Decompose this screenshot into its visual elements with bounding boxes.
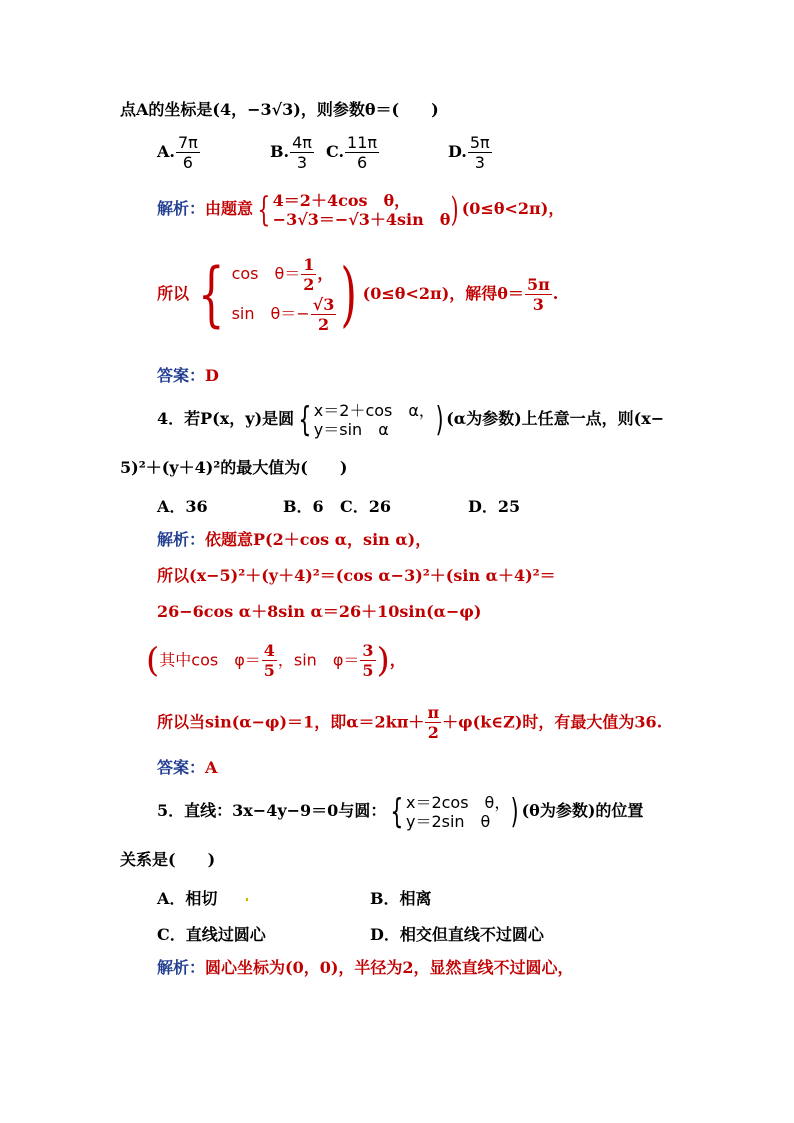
row-text: cos θ＝ (231, 264, 301, 283)
numerator: 4 (263, 641, 275, 660)
q4-jiexi-3: 26−6cos α＋8sin α＝26＋10sin(α−φ) (157, 602, 482, 621)
denominator: 3 (296, 153, 308, 172)
fraction (425, 703, 441, 742)
q3-stem: 点A的坐标是(4，−3√3)，则参数θ＝( ) (120, 100, 439, 119)
answer-label: 答案： (157, 758, 206, 777)
numerator: 4π (292, 133, 312, 152)
denominator: 6 (356, 153, 368, 172)
fraction (290, 133, 314, 172)
q5-choice-c: C．直线过圆心 (157, 925, 266, 944)
left-brace: { (390, 791, 404, 832)
qi-text: ， (389, 650, 406, 670)
system-row (232, 294, 338, 334)
q4-choice-d: D．25 (468, 497, 521, 516)
jiexi-label: 解析： (157, 958, 206, 977)
numerator: 11π (347, 133, 378, 152)
right-paren: ) (451, 189, 460, 230)
equation-system (294, 401, 446, 439)
choice-label: B. (270, 142, 290, 161)
row-text: ， (317, 264, 334, 283)
q3-choice-c (326, 133, 380, 172)
right-paren: ) (435, 399, 444, 440)
stem-text: (α为参数)上任意一点，则(x− (446, 409, 665, 428)
q4-jiexi-1 (157, 530, 431, 550)
fraction (345, 133, 379, 172)
q4-choice-c: C．26 (340, 497, 392, 516)
answer-value: D (205, 366, 219, 385)
denominator: 2 (317, 315, 330, 334)
q5-jiexi-1 (157, 958, 574, 978)
denominator: 3 (532, 294, 544, 314)
jiexi-text: (0≤θ<2π)， (461, 199, 565, 218)
fraction (525, 275, 552, 314)
fraction (176, 133, 200, 172)
qi-text: ，sin φ＝ (277, 650, 360, 670)
q3-choice-b (270, 133, 315, 172)
q5-choice-a: A．相切 (157, 889, 218, 908)
jiexi-text: 由题意 (205, 199, 254, 218)
q4-last (157, 702, 662, 743)
left-brace: { (298, 399, 312, 440)
fraction (262, 641, 277, 680)
stray-dot (246, 898, 248, 901)
fraction (360, 641, 375, 680)
denominator: 2 (303, 275, 315, 294)
jiexi-label: 解析： (157, 199, 206, 218)
numerator: 1 (303, 255, 315, 274)
q4-stem-2: 5)²＋(y＋4)²的最大值为( ) (120, 458, 348, 477)
choice-label: A. (157, 142, 175, 161)
stem-text: 5．直线：3x−4y−9＝0与圆： (157, 801, 387, 820)
system-row: −3√3＝−√3＋4sin θ (272, 209, 451, 229)
jiexi-label: 解析： (157, 530, 206, 549)
right-paren: ) (376, 640, 390, 681)
q3-choice-a (157, 133, 201, 172)
numerator: 5π (526, 274, 550, 294)
right-paren: ) (510, 791, 519, 832)
numerator: √3 (312, 295, 335, 314)
denominator: 5 (263, 661, 275, 680)
equation-system (386, 793, 521, 831)
left-brace: { (257, 189, 271, 230)
denominator: 6 (182, 153, 193, 172)
system-row: y＝sin α (313, 419, 389, 439)
choice-label: C. (326, 142, 345, 161)
row-text: sin θ＝− (231, 304, 310, 323)
q5-stem (157, 792, 643, 831)
left-brace: { (197, 253, 225, 335)
system-rows (232, 254, 338, 334)
system-rows (314, 401, 435, 439)
numerator: 5π (469, 133, 490, 152)
equation-system (253, 191, 462, 229)
system-row: y＝2sin θ (405, 811, 491, 831)
equation-system (189, 254, 363, 334)
q3-suoyi (157, 254, 558, 334)
qi-text: 其中cos φ＝ (159, 650, 261, 670)
q5-stem-2: 关系是( ) (120, 850, 216, 869)
q4-stem (157, 400, 664, 439)
q4-jiexi-2: 所以(x−5)²＋(y＋4)²＝(cos α−3)²＋(sin α＋4)²＝ (157, 566, 556, 585)
fraction (468, 133, 492, 172)
right-paren: ) (340, 253, 358, 335)
fraction (301, 255, 316, 294)
answer-value: A (205, 758, 218, 777)
system-rows (273, 191, 451, 229)
numerator: 7π (177, 133, 198, 152)
stem-text: (θ为参数)的位置 (521, 801, 644, 820)
q3-jiexi (157, 190, 564, 229)
denominator: 5 (362, 661, 374, 680)
q3-answer (157, 366, 219, 386)
q4-choice-b: B．6 (283, 497, 324, 516)
system-row (232, 254, 338, 294)
q4-choice-a: A．36 (157, 497, 208, 516)
fraction (311, 295, 337, 334)
system-rows (406, 793, 510, 831)
system-row: x＝2＋cos α， (313, 400, 435, 420)
row-text: (0≤θ<2π)，解得θ＝ (362, 284, 524, 303)
denominator: 3 (474, 153, 485, 172)
system-row: 4＝2＋4cos θ， (272, 190, 411, 210)
numerator: 3 (362, 641, 374, 660)
stem-text: 4．若P(x，y)是圆 (157, 409, 295, 428)
numerator: π (427, 703, 440, 722)
suoyi-text: 所以 (157, 284, 190, 303)
left-paren: ( (146, 640, 160, 681)
period: . (552, 284, 559, 303)
last-text: ＋φ(k∈Z)时，有最大值为36. (442, 712, 663, 732)
denominator: 2 (427, 723, 439, 742)
q5-choice-d: D．相交但直线不过圆心 (370, 925, 544, 944)
jiexi-text: 圆心坐标为(0，0)，半径为2，显然直线不过圆心， (205, 958, 574, 977)
choice-label: D. (448, 142, 467, 161)
jiexi-text: 依题意P(2＋cos α，sin α)， (205, 530, 432, 549)
q4-qizhong (146, 638, 406, 683)
q4-answer (157, 758, 217, 778)
q3-choice-d (448, 133, 493, 172)
system-row: x＝2cos θ， (405, 792, 511, 812)
answer-label: 答案： (157, 366, 206, 385)
q5-choice-b: B．相离 (370, 889, 432, 908)
last-text: 所以当sin(α−φ)＝1，即α＝2kπ＋ (157, 712, 425, 732)
